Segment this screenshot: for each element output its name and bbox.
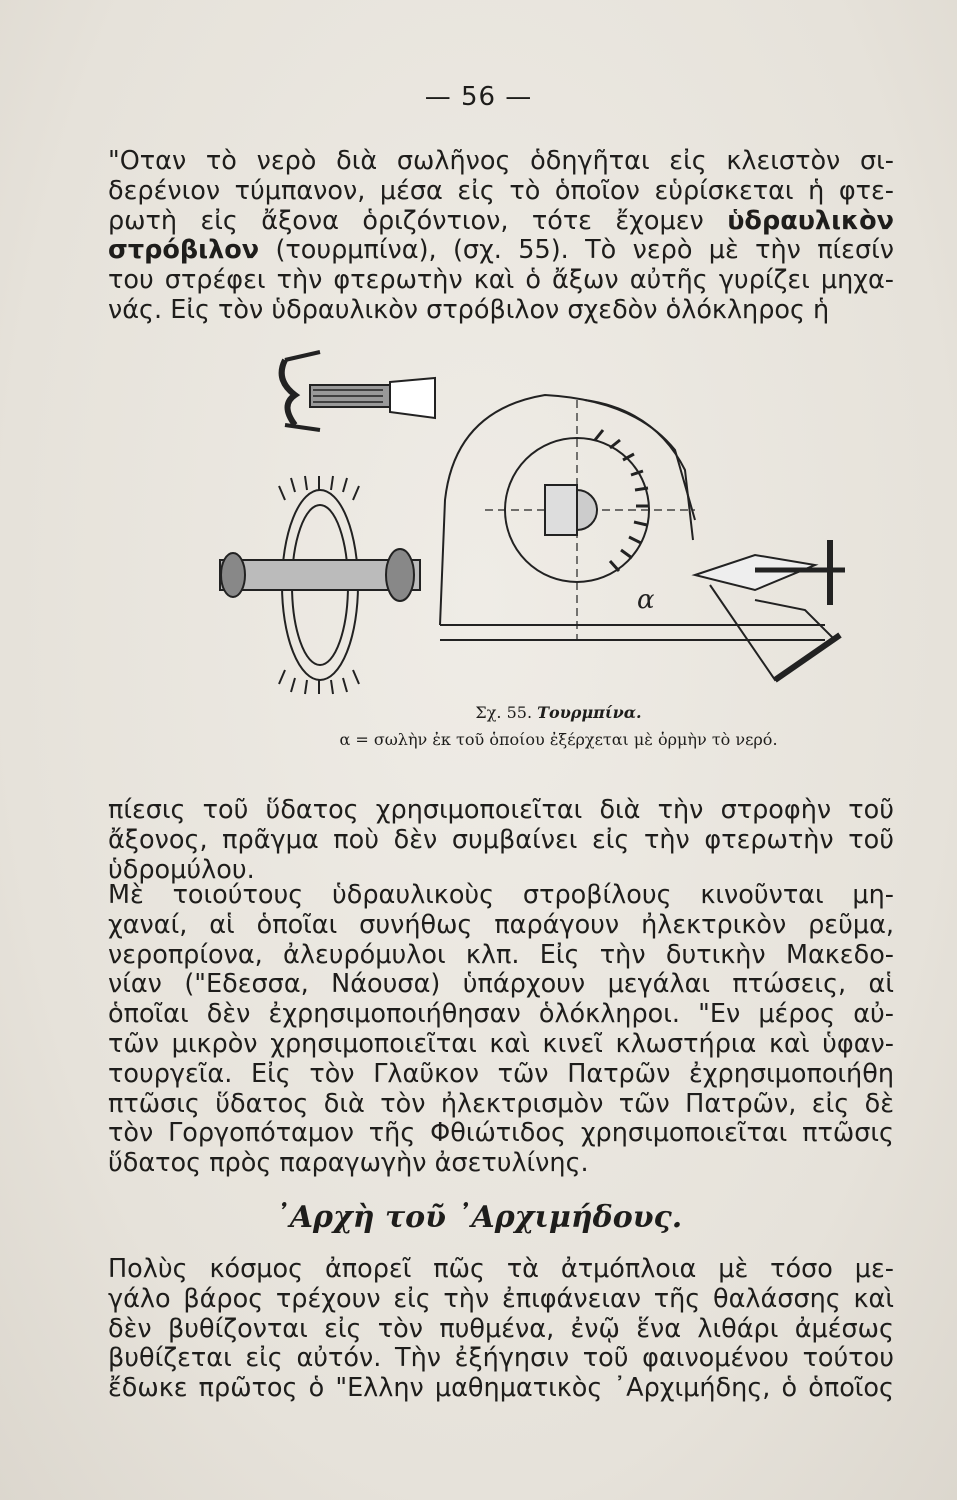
turbine-casing-drawing [440, 395, 845, 680]
text-line: ρωτὴ εἰς ἄξονα ὁριζόντιον, τότε ἔχομεν ὑδραυλικὸν [108, 205, 895, 236]
text-line: ὑδρομύλου. [108, 854, 255, 885]
paragraph-applications [108, 881, 894, 1179]
runner-wheel-drawing [220, 476, 420, 694]
text-line: ὕδατος πρὸς παραγωγὴν ἀσετυλίνης. [108, 1148, 589, 1179]
text-line: πίεσις τοῦ ὕδατος χρησιμοποιεῖται διὰ τὴν στροφὴν τοῦ [108, 795, 894, 825]
bold-term: ὑδραυλικὸν [727, 205, 895, 236]
text-line: τὸν Γοργοπόταμον τῆς Φθιώτιδος χρησιμοποιεῖται πτῶσις [108, 1118, 894, 1149]
text-line: νεροπρίονα, ἀλευρόμυλοι κλπ. Εἰς τὴν δυτικὴν Μακεδο- [108, 939, 894, 970]
text-line: τῶν μικρὸν χρησιμοποιεῖται καὶ κινεῖ κλωστήρια καὶ ὑφαν- [108, 1028, 894, 1059]
text-line: Μὲ τοιούτους ὑδραυλικοὺς στροβίλους κινοῦνται μη- [108, 880, 894, 910]
text-line: δὲν βυθίζονται εἰς τὸν πυθμένα, ἐνῷ ἕνα λιθάρι ἀμέσως [108, 1313, 894, 1344]
text-line: νίαν ("Εδεσσα, Νάουσα) ὑπάρχουν μεγάλαι πτώσεις, αἱ [108, 969, 894, 1000]
text-line: Πολὺς κόσμος ἀπορεῖ πῶς τὰ ἀτμόπλοια μὲ τόσο με- [108, 1254, 894, 1284]
figure-caption [80, 703, 957, 722]
paragraph-turbine-intro [108, 147, 894, 326]
text-line: του στρέφει τὴν φτερωτὴν καὶ ὁ ἄξων αὐτῆς γυρίζει μηχα- [108, 265, 894, 296]
text-line: ἔδωκε πρῶτος ὁ "Ελλην μαθηματικὸς ᾿Αρχιμήδης, ὁ ὁποῖος [108, 1373, 894, 1404]
text-line: στρόβιλον (τουρμπίνα), (σχ. 55). Τὸ νερὸ μὲ τὴν πίεσίν [108, 235, 894, 266]
figure-title: Τουρμπίνα. [537, 703, 642, 722]
text-line: χαναί, αἱ ὁποῖαι συνήθως παράγουν ἠλεκτρικὸν ρεῦμα, [108, 909, 894, 940]
text-line: τουργεῖα. Εἰς τὸν Γλαῦκον τῶν Πατρῶν ἐχρησιμοποιήθη [108, 1058, 894, 1089]
paragraph-archimedes [108, 1255, 894, 1404]
text-line: "Οταν τὸ νερὸ διὰ σωλῆνος ὁδηγῆται εἰς κλειστὸν σι- [108, 146, 894, 176]
figure-number: Σχ. 55. [475, 703, 533, 722]
figure-legend: α = σωλὴν ἐκ τοῦ ὁποίου ἐξέρχεται μὲ ὁρμὴν τὸ νερό. [339, 730, 778, 749]
text-line: ὁποῖαι δὲν ἐχρησιμοποιήθησαν ὁλόκληροι. "Εν μέρος αὐ- [108, 999, 894, 1030]
text-line: γάλο βάρος τρέχουν εἰς τὴν ἐπιφάνειαν τῆς θαλάσσης καὶ [108, 1283, 894, 1314]
text-line: ἄξονος, πρᾶγμα ποὺ δὲν συμβαίνει εἰς τὴν φτερωτὴν τοῦ [108, 824, 894, 855]
text-line: δερένιον τύμπανον, μέσα εἰς τὸ ὁποῖον εὑρίσκεται ἡ φτε- [108, 175, 894, 206]
turbine-figure [215, 340, 870, 710]
runner-blade-detail [282, 352, 435, 430]
text-line: βυθίζεται εἰς αὐτόν. Τὴν ἐξήγησιν τοῦ φαινομένου τούτου [108, 1343, 894, 1374]
figure-label-alpha: α [637, 585, 655, 615]
bold-term: στρόβιλον [108, 235, 260, 266]
section-heading: ᾿Αρχὴ τοῦ ᾿Αρχιμήδους. [274, 1200, 683, 1235]
text-line: νάς. Εἰς τὸν ὑδραυλικὸν στρόβιλον σχεδὸν ὁλόκληρος ἡ [108, 294, 830, 325]
text-line: πτῶσις ὕδατος διὰ τὸν ἠλεκτρισμὸν τῶν Πατρῶν, εἰς δὲ [108, 1088, 894, 1119]
page-number: — 56 — [424, 82, 533, 112]
paragraph-pressure [108, 796, 894, 885]
